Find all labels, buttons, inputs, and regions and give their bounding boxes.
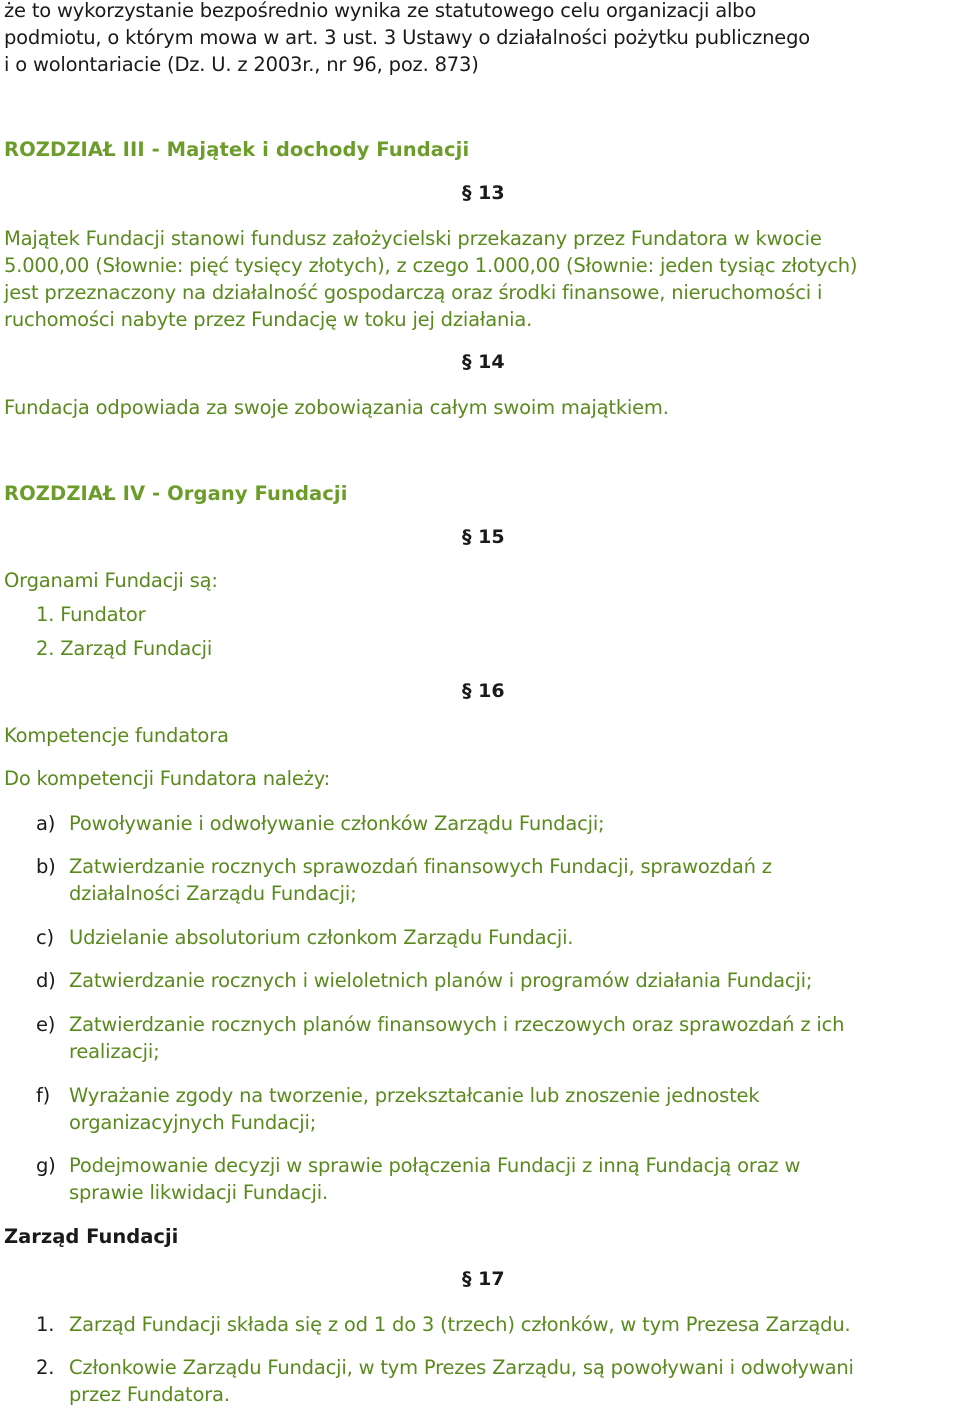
list-marker: g) xyxy=(36,1154,56,1177)
list-marker: d) xyxy=(36,969,56,992)
chapter-3-title: ROZDZIAŁ III - Majątek i dochody Fundacji xyxy=(4,138,470,161)
competences-intro: Do kompetencji Fundatora należy: xyxy=(4,767,330,790)
paragraph-13-line: Majątek Fundacji stanowi fundusz założycielski przekazany przez Fundatora w kwocie xyxy=(4,227,822,250)
list-item-text: Zatwierdzanie rocznych planów finansowych i rzeczowych oraz sprawozdań z ich xyxy=(69,1013,845,1036)
paragraph-17-number: § 17 xyxy=(462,1268,505,1290)
list-item-text: organizacyjnych Fundacji; xyxy=(69,1111,317,1134)
list-marker: f) xyxy=(36,1084,51,1107)
intro-paragraph xyxy=(4,0,810,78)
organs-item: 2. Zarząd Fundacji xyxy=(36,637,213,660)
competence-item-e xyxy=(36,1011,936,1065)
list-item-text: działalności Zarządu Fundacji; xyxy=(69,882,357,905)
paragraph-13-line: 5.000,00 (Słownie: pięć tysięcy złotych), z czego 1.000,00 (Słownie: jeden tysiąc złotych) xyxy=(4,254,858,277)
paragraph-14-text: Fundacja odpowiada za swoje zobowiązania całym swoim majątkiem. xyxy=(4,396,669,419)
list-marker: e) xyxy=(36,1013,56,1036)
list-marker: b) xyxy=(36,855,56,878)
competence-item-a xyxy=(36,810,936,837)
list-item-text: Powoływanie i odwoływanie członków Zarządu Fundacji; xyxy=(69,812,605,835)
paragraph-13-line: ruchomości nabyte przez Fundację w toku jej działania. xyxy=(4,308,533,331)
paragraph-13-text xyxy=(4,225,857,333)
list-marker: c) xyxy=(36,926,54,949)
list-item-text: Zatwierdzanie rocznych i wieloletnich planów i programów działania Fundacji; xyxy=(69,969,813,992)
paragraph-14-number: § 14 xyxy=(462,351,505,373)
list-item-text: Zarząd Fundacji składa się z od 1 do 3 (trzech) członków, w tym Prezesa Zarządu. xyxy=(69,1313,851,1336)
board-item-1 xyxy=(36,1311,936,1338)
intro-line: że to wykorzystanie bezpośrednio wynika ze statutowego celu organizacji albo xyxy=(4,0,757,22)
paragraph-16-number: § 16 xyxy=(462,680,505,702)
list-item-text: Zatwierdzanie rocznych sprawozdań finansowych Fundacji, sprawozdań z xyxy=(69,855,772,878)
chapter-4-title: ROZDZIAŁ IV - Organy Fundacji xyxy=(4,482,348,505)
board-item-2 xyxy=(36,1354,936,1408)
list-marker: a) xyxy=(36,812,56,835)
list-item-text: realizacji; xyxy=(69,1040,160,1063)
competence-item-f xyxy=(36,1082,936,1136)
list-item-text: Udzielanie absolutorium członkom Zarządu Fundacji. xyxy=(69,926,574,949)
list-item-text: przez Fundatora. xyxy=(69,1383,230,1406)
list-marker: 1. xyxy=(36,1313,55,1336)
list-item-text: Wyrażanie zgody na tworzenie, przekształcanie lub znoszenie jednostek xyxy=(69,1084,760,1107)
competence-item-g xyxy=(36,1152,936,1206)
competence-item-b xyxy=(36,853,936,907)
list-marker: 2. xyxy=(36,1356,55,1379)
paragraph-15-number: § 15 xyxy=(462,526,505,548)
competences-heading: Kompetencje fundatora xyxy=(4,724,229,747)
list-item-text: Podejmowanie decyzji w sprawie połączenia Fundacji z inną Fundacją oraz w xyxy=(69,1154,801,1177)
intro-line: i o wolontariacie (Dz. U. z 2003r., nr 96, poz. 873) xyxy=(4,53,479,76)
board-section-title: Zarząd Fundacji xyxy=(4,1225,179,1248)
paragraph-13-number: § 13 xyxy=(462,182,505,204)
intro-line: podmiotu, o którym mowa w art. 3 ust. 3 Ustawy o działalności pożytku publicznego xyxy=(4,26,810,49)
list-item-text: Członkowie Zarządu Fundacji, w tym Prezes Zarządu, są powoływani i odwoływani xyxy=(69,1356,854,1379)
competence-item-d xyxy=(36,967,936,994)
competence-item-c xyxy=(36,924,936,951)
paragraph-13-line: jest przeznaczony na działalność gospodarczą oraz środki finansowe, nieruchomości i xyxy=(4,281,823,304)
organs-intro: Organami Fundacji są: xyxy=(4,569,218,592)
organs-item: 1. Fundator xyxy=(36,603,146,626)
list-item-text: sprawie likwidacji Fundacji. xyxy=(69,1181,328,1204)
